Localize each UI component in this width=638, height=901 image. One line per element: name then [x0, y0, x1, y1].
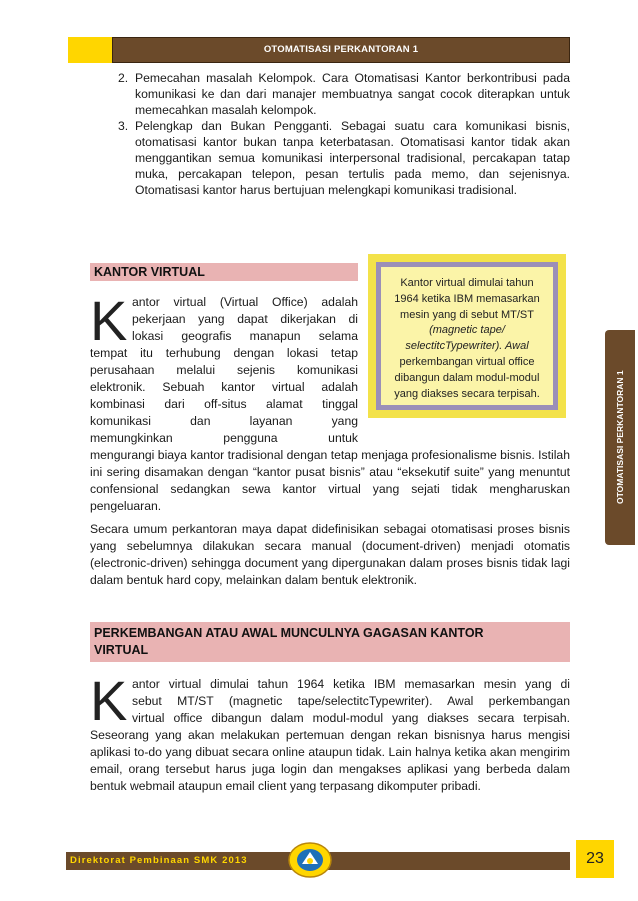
info-box-line: Kantor virtual dimulai tahun: [400, 277, 534, 289]
list-item: [118, 70, 570, 118]
section-heading-perkembangan: [90, 622, 570, 662]
text-line: tempat itu terhubung dengan lokasi tetap: [90, 346, 358, 360]
info-box-line: mesin yang di sebut MT/ST: [400, 308, 534, 321]
section2-continuation: Seseorang yang akan melakukan pertemuan dengan rekan bisnisnya harus mengisi aplikasi to-do yang dibuat secara online ataupun tidak. Lain halnya ketika akan mengirim email, orang tersebut harus juga login dan mengakses aplikasi yang berbeda dalam bentuk webmail ataupun email client yang terpasang dikomputer pribadi.: [90, 728, 570, 793]
text-line: perusahaan melalui sejenis komunikasi: [90, 363, 358, 377]
text-line: sebut MT/ST (magnetic tape/selectitcTypewriter). Awal perkembangan: [132, 694, 570, 708]
section-heading-kantor-virtual: KANTOR VIRTUAL: [90, 263, 358, 281]
footer-text: Direktorat Pembinaan SMK 2013: [70, 855, 248, 866]
info-box-line: selectitcTypewriter). Awal: [405, 340, 529, 353]
section1-intro-lines: [90, 289, 358, 447]
drop-cap: K: [90, 289, 128, 352]
info-box-line: 1964 ketika IBM memasarkan: [394, 292, 540, 305]
info-box-line: (magnetic tape/: [429, 324, 505, 337]
text-line: pekerjaan yang dapat dikerjakan di: [132, 312, 358, 326]
info-box-line: yang diakses secara terpisah.: [394, 387, 540, 400]
section1-paragraph-2: Secara umum perkantoran maya dapat didefinisikan sebagai otomatisasi proses bisnis yang sebelumnya dilakukan secara manual (document-driven) menjadi otomatis (electronic-driven) sehingga document yang dipergunakan dalam proses bisnis tidak lagi dalam bentuk hard copy, melainkan dalam bentuk elektronik.: [90, 522, 570, 587]
numbered-list: [118, 70, 570, 198]
page-number: 23: [576, 840, 614, 878]
section2-intro-lines: [90, 676, 570, 727]
heading-line: PERKEMBANGAN ATAU AWAL MUNCULNYA GAGASAN KANTOR: [94, 626, 484, 640]
text-line: kombinasi dari off-situs alamat tinggal: [90, 397, 358, 411]
side-tab-label: OTOMATISASI PERKANTORAN 1: [615, 370, 625, 505]
drop-cap: K: [90, 669, 128, 732]
text-line: lokasi geografis manapun selama: [132, 329, 358, 343]
text-line: elektronik. Sebuah kantor virtual adalah: [90, 380, 358, 394]
header-accent-block: [68, 37, 112, 63]
text-line: virtual office dibangun dalam modul-modul yang diakses secara terpisah.: [132, 711, 570, 725]
text-line: antor virtual dimulai tahun 1964 ketika IBM memasarkan mesin yang di: [132, 677, 570, 691]
list-item-text: Pemecahan masalah Kelompok. Cara Otomatisasi Kantor berkontribusi pada komunikasi ke dan dari manajer membuatnya sangat cocok diterapkan untuk memecahkan masalah kelompok.: [135, 71, 570, 117]
text-line: memungkinkan pengguna untuk: [90, 431, 358, 445]
list-item-text: Pelengkap dan Bukan Pengganti. Sebagai suatu cara komunikasi bisnis, otomatisasi kantor bukan tanpa keterbatasan. Otomatisasi kantor tidak akan menggantikan semua komunikasi interpersonal tradisional, percakapan tatap muka, percakapan telepon, pesan tertulis pada memo, dan sejenisnya. Otomatisasi kantor harus bertujuan melengkapi komunikasi tradisional.: [135, 119, 570, 197]
text-line: antor virtual (Virtual Office) adalah: [132, 295, 358, 309]
heading-line: VIRTUAL: [94, 643, 149, 657]
list-item: [118, 118, 570, 198]
header-title: OTOMATISASI PERKANTORAN 1: [263, 44, 419, 55]
info-box-line: dibangun dalam modul-modul: [394, 371, 540, 384]
list-item-number: 2.: [118, 71, 129, 85]
text-line: komunikasi dan layanan yang: [90, 414, 358, 428]
list-item-number: 3.: [118, 119, 129, 133]
info-box-line: perkembangan virtual office: [399, 355, 535, 368]
info-box: [381, 267, 553, 405]
tut-wuri-logo: [288, 842, 332, 878]
section1-continuation: mengurangi biaya kantor tradisional dengan tetap menjaga profesionalisme bisnis. Istilah ini sering disamakan dengan “kantor pusat bisnis” atau “eksekutif suite” yang menuntut confensional sedangkan sewa kantor virtual yang sejati tidak mengharuskan pengeluaran.: [90, 448, 570, 513]
